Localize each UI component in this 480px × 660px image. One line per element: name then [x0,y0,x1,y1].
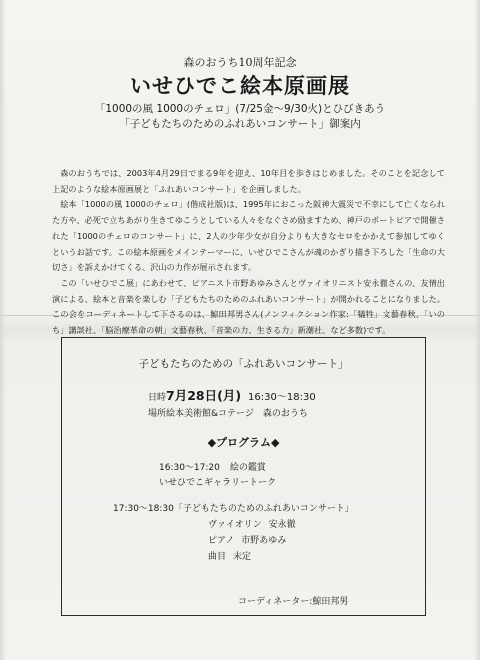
coordinator-name: 鯨田邦男 [312,597,349,607]
coordinator-label: コーディネーター: [238,597,313,607]
program-item-1 [159,460,266,473]
intro-text [52,166,445,339]
concert-info-box [61,337,426,616]
intro-paragraph-1: 森のおうちでは、2003年4月29日でまる9年を迎え、10年目を歩きはじめました。そのことを記念して上記のような絵本原画展と「ふれあいコンサート」を企画しました。 [52,168,445,194]
header-line-1: 「1000の風 1000のチェロ」(7/25金〜9/30火)とひびきあう [94,103,386,115]
intro-paragraph-2: 絵本「1000の風 1000のチェロ」(偕成社版)は、1995年におこった阪神大震災で不幸にして亡くなられた方や、必死で立ちあがり生きてゆこうとしている人々をなぐさめ励ますため、神戸のポートピアで開催された「1000のチェロのコンサート」に、2人の少年少女が自分よりも大きなセロをかかえて参加してゆくというお話です。この絵本原画をメインテーマーに、いせひでこさんが魂のかぎり描き下ろした「生命の大切さ」を訴えかけてくる、沢山の力作が展示されます。 [52,199,445,273]
program-title: 「子どもたちのためのふれあいコンサート」 [173,504,354,514]
performer-role: ピアノ [208,536,235,546]
program-item-1-detail: いせひでこギャラリートーク [159,478,277,488]
performer-piano [208,533,286,546]
concert-datetime [148,386,316,404]
program-time: 17:30〜18:30 [113,504,174,514]
exhibition-title: いせひでこ絵本原画展 [130,73,350,98]
concert-date: 7月28日(月) [166,388,242,403]
performer-name: 市野あゆみ [241,536,287,546]
performer-violin [208,517,296,530]
concert-time: 16:30〜18:30 [248,392,316,403]
coordinator [238,594,348,607]
performer-role: ヴァイオリン [208,520,262,530]
concert-title: 子どもたちのための「ふれあいコンサート」 [138,358,349,370]
program-time: 16:30〜17:20 [159,463,220,473]
program-pieces [208,549,251,562]
program-heading: ◆プログラム◆ [207,436,280,449]
pieces-value: 未定 [233,552,252,562]
header-line-2: 「子どもたちのためのふれあいコンサート」御案内 [119,118,361,130]
program-item-2 [113,501,354,514]
anniversary-subtitle: 森のおうち10周年記念 [183,56,297,69]
performer-name: 安永徹 [268,520,296,530]
pieces-label: 曲目 [208,552,227,562]
intro-paragraph-3: この「いせひでこ展」にあわせて、ピアニスト市野あゆみさんとヴァイオリニスト安永徹さんの、友情出演による、絵本と音楽を楽しむ「子どもたちのためのふれあいコンサート」が開かれることになりました。この会をコーディネートして下さるのは、鯨田邦男さん(ノンフィクション作家:「犠牲」文藝春秋、「いのち」講談社、「脳治療革命の朝」文藝春秋、「音楽の力、生きる力」新潮社、など多数)です。 [52,277,446,336]
datetime-label: 日時 [148,393,167,403]
venue-label: 場所 [148,409,167,419]
venue-name: 絵本美術館&コテージ 森のおうち [166,409,308,419]
program-title: 絵の鑑賞 [229,463,266,473]
concert-venue [148,406,308,419]
flyer-header [0,56,480,132]
